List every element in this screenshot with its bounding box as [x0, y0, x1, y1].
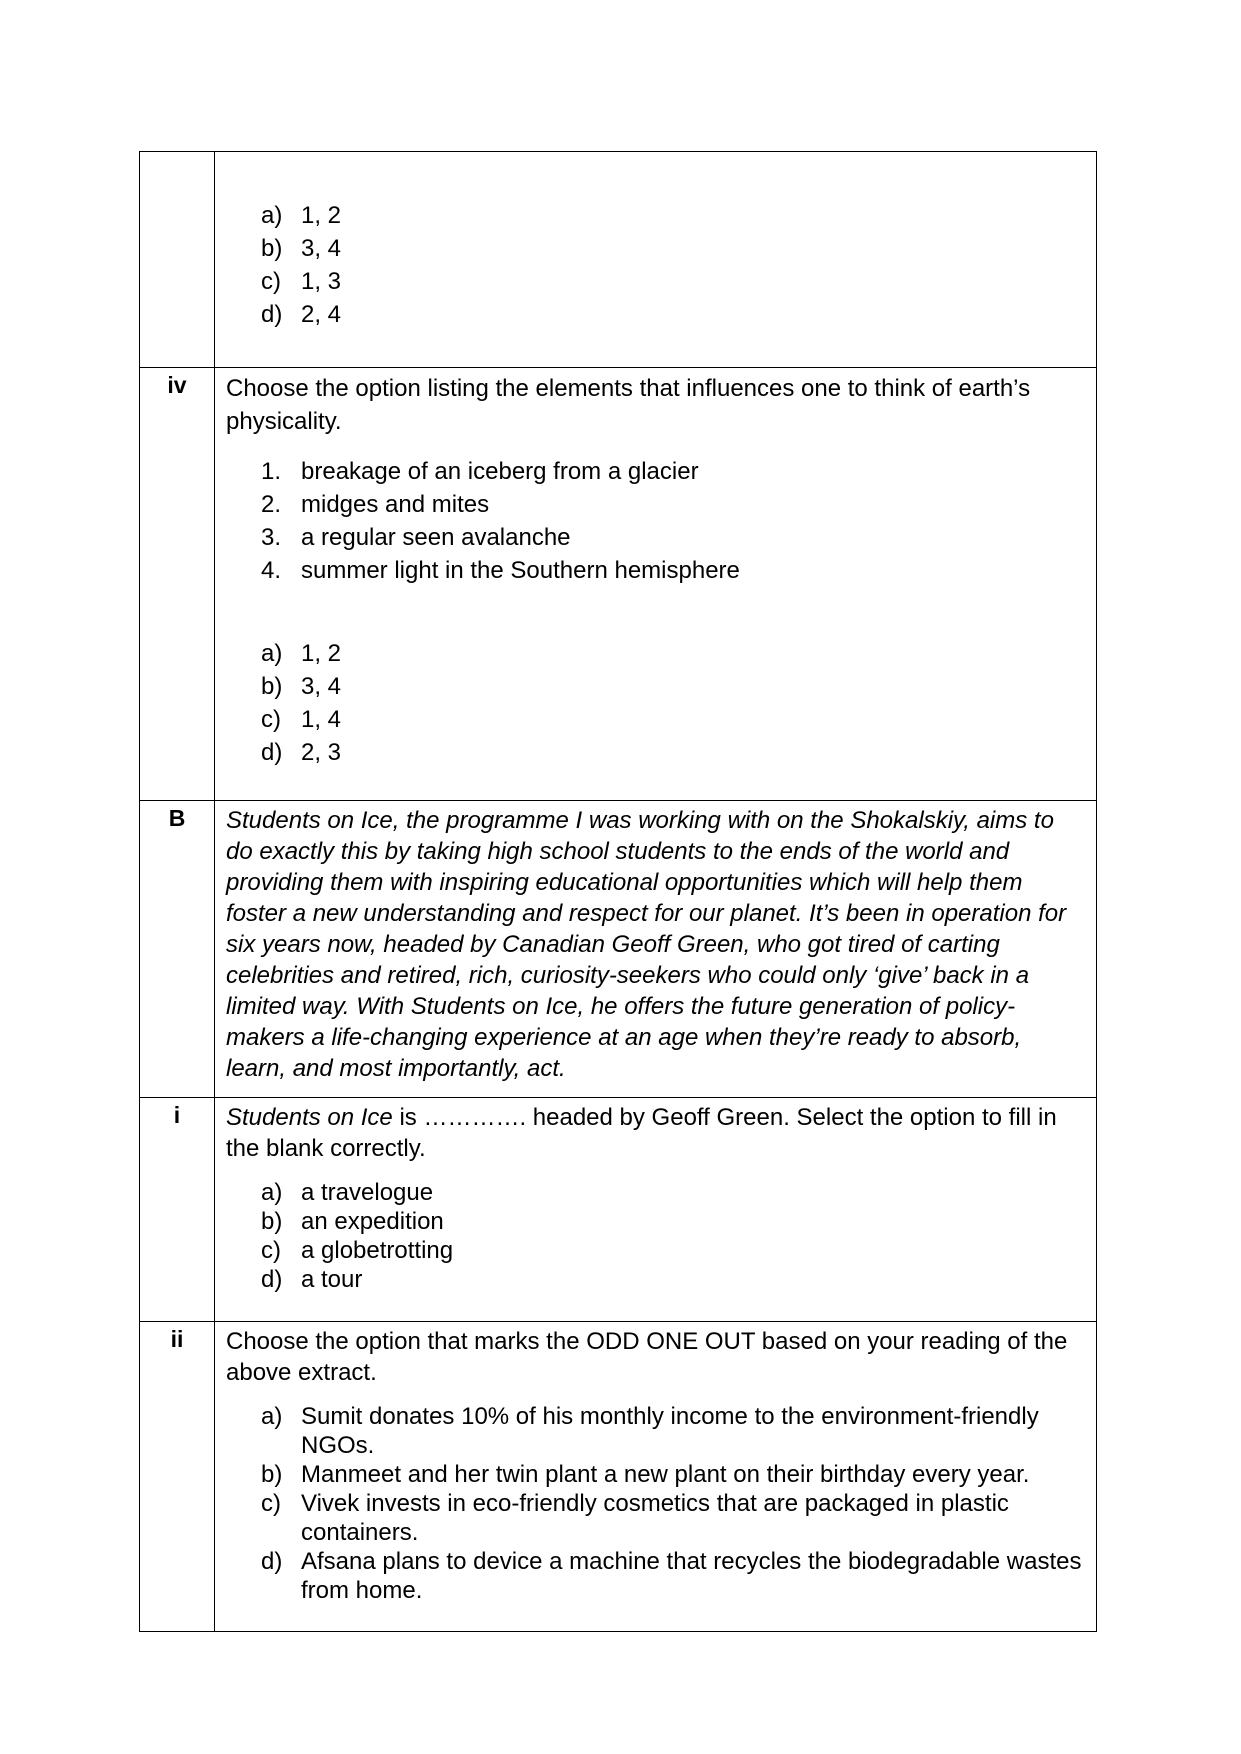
option-list	[226, 637, 1084, 769]
item-marker: 1.	[261, 458, 282, 485]
option-marker: d)	[261, 1548, 283, 1575]
option-text: Afsana plans to device a machine that recycles the biodegradable wastes from home.	[301, 1548, 1082, 1604]
row-content	[215, 1322, 1097, 1632]
element-list	[226, 455, 1084, 587]
row-content	[215, 1098, 1097, 1322]
option-text: a travelogue	[301, 1179, 434, 1206]
item-text: a regular seen avalanche	[301, 524, 571, 551]
table-row	[140, 1322, 1097, 1632]
option-text: 3, 4	[301, 235, 342, 262]
option-text: 2, 4	[301, 301, 342, 328]
option-marker: b)	[261, 673, 283, 700]
option-marker: a)	[261, 202, 283, 229]
option-item	[261, 1547, 1084, 1605]
question-text: Choose the option that marks the ODD ONE OUT based on your reading of the above extract.	[226, 1328, 1068, 1386]
option-marker: c)	[261, 268, 281, 295]
option-marker: a)	[261, 640, 283, 667]
option-item	[261, 1236, 1084, 1265]
option-text: a tour	[301, 1266, 363, 1293]
option-item	[261, 1402, 1084, 1460]
row-label	[140, 152, 215, 368]
option-item	[261, 265, 1084, 298]
option-list	[226, 199, 1084, 331]
option-list	[226, 1402, 1084, 1605]
question-text: Choose the option listing the elements that influences one to think of earth’s physicality.	[226, 375, 1031, 435]
table-row	[140, 368, 1097, 801]
option-marker: b)	[261, 1208, 283, 1235]
option-text: Sumit donates 10% of his monthly income to the environment-friendly NGOs.	[301, 1403, 1039, 1459]
row-label: B	[140, 801, 215, 1098]
table-row	[140, 801, 1097, 1098]
option-marker: d)	[261, 739, 283, 766]
option-text: a globetrotting	[301, 1237, 454, 1264]
option-text: 1, 2	[301, 202, 342, 229]
item-text: midges and mites	[301, 491, 490, 518]
option-text: Manmeet and her twin plant a new plant on their birthday every year.	[301, 1461, 1030, 1488]
row-content	[215, 801, 1097, 1098]
row-label: ii	[140, 1322, 215, 1632]
question-text	[226, 1102, 1084, 1164]
option-text: Vivek invests in eco-friendly cosmetics that are packaged in plastic containers.	[301, 1490, 1009, 1546]
question-rest: is …………. headed by Geoff Green. Select the option to fill in the blank correctly.	[226, 1104, 1057, 1162]
option-item	[261, 670, 1084, 703]
option-marker: a)	[261, 1403, 283, 1430]
item-text: breakage of an iceberg from a glacier	[301, 458, 699, 485]
option-item	[261, 298, 1084, 331]
list-item	[261, 455, 1084, 488]
option-marker: b)	[261, 1461, 283, 1488]
row-label: i	[140, 1098, 215, 1322]
list-item	[261, 488, 1084, 521]
option-item	[261, 703, 1084, 736]
list-item	[261, 521, 1084, 554]
list-item	[261, 554, 1084, 587]
option-item	[261, 1460, 1084, 1489]
option-item	[261, 1178, 1084, 1207]
table-row	[140, 152, 1097, 368]
option-text: 1, 4	[301, 706, 342, 733]
option-item	[261, 1265, 1084, 1294]
option-item	[261, 637, 1084, 670]
row-content	[215, 152, 1097, 368]
option-marker: c)	[261, 706, 281, 733]
extract-passage: Students on Ice, the programme I was working with on the Shokalskiy, aims to do exactly this by taking high school students to the ends of the world and providing them with inspiring educational opportunities which will help them foster a new understanding and respect for our planet. It’s been in operation for six years now, headed by Canadian Geoff Green, who got tired of carting celebrities and retired, rich, curiosity-seekers who could only ‘give’ back in a limited way. With Students on Ice, he offers the future generation of policy-makers a life-changing experience at an age when they’re ready to absorb, learn, and most importantly, act.	[226, 807, 1067, 1082]
option-item	[261, 736, 1084, 769]
option-marker: c)	[261, 1237, 281, 1264]
question-table	[139, 151, 1097, 1632]
row-label: iv	[140, 368, 215, 801]
option-marker: a)	[261, 1179, 283, 1206]
item-marker: 2.	[261, 491, 282, 518]
table-row	[140, 1098, 1097, 1322]
option-marker: c)	[261, 1490, 281, 1517]
option-marker: b)	[261, 235, 283, 262]
option-text: an expedition	[301, 1208, 444, 1235]
item-text: summer light in the Southern hemisphere	[301, 557, 740, 584]
question-italic: Students on Ice	[226, 1104, 393, 1131]
item-marker: 4.	[261, 557, 282, 584]
option-text: 2, 3	[301, 739, 342, 766]
option-text: 1, 2	[301, 640, 342, 667]
option-text: 3, 4	[301, 673, 342, 700]
option-item	[261, 232, 1084, 265]
option-item	[261, 1489, 1084, 1547]
row-content	[215, 368, 1097, 801]
option-item	[261, 199, 1084, 232]
option-list	[226, 1178, 1084, 1294]
item-marker: 3.	[261, 524, 282, 551]
option-text: 1, 3	[301, 268, 342, 295]
option-marker: d)	[261, 301, 283, 328]
option-item	[261, 1207, 1084, 1236]
option-marker: d)	[261, 1266, 283, 1293]
